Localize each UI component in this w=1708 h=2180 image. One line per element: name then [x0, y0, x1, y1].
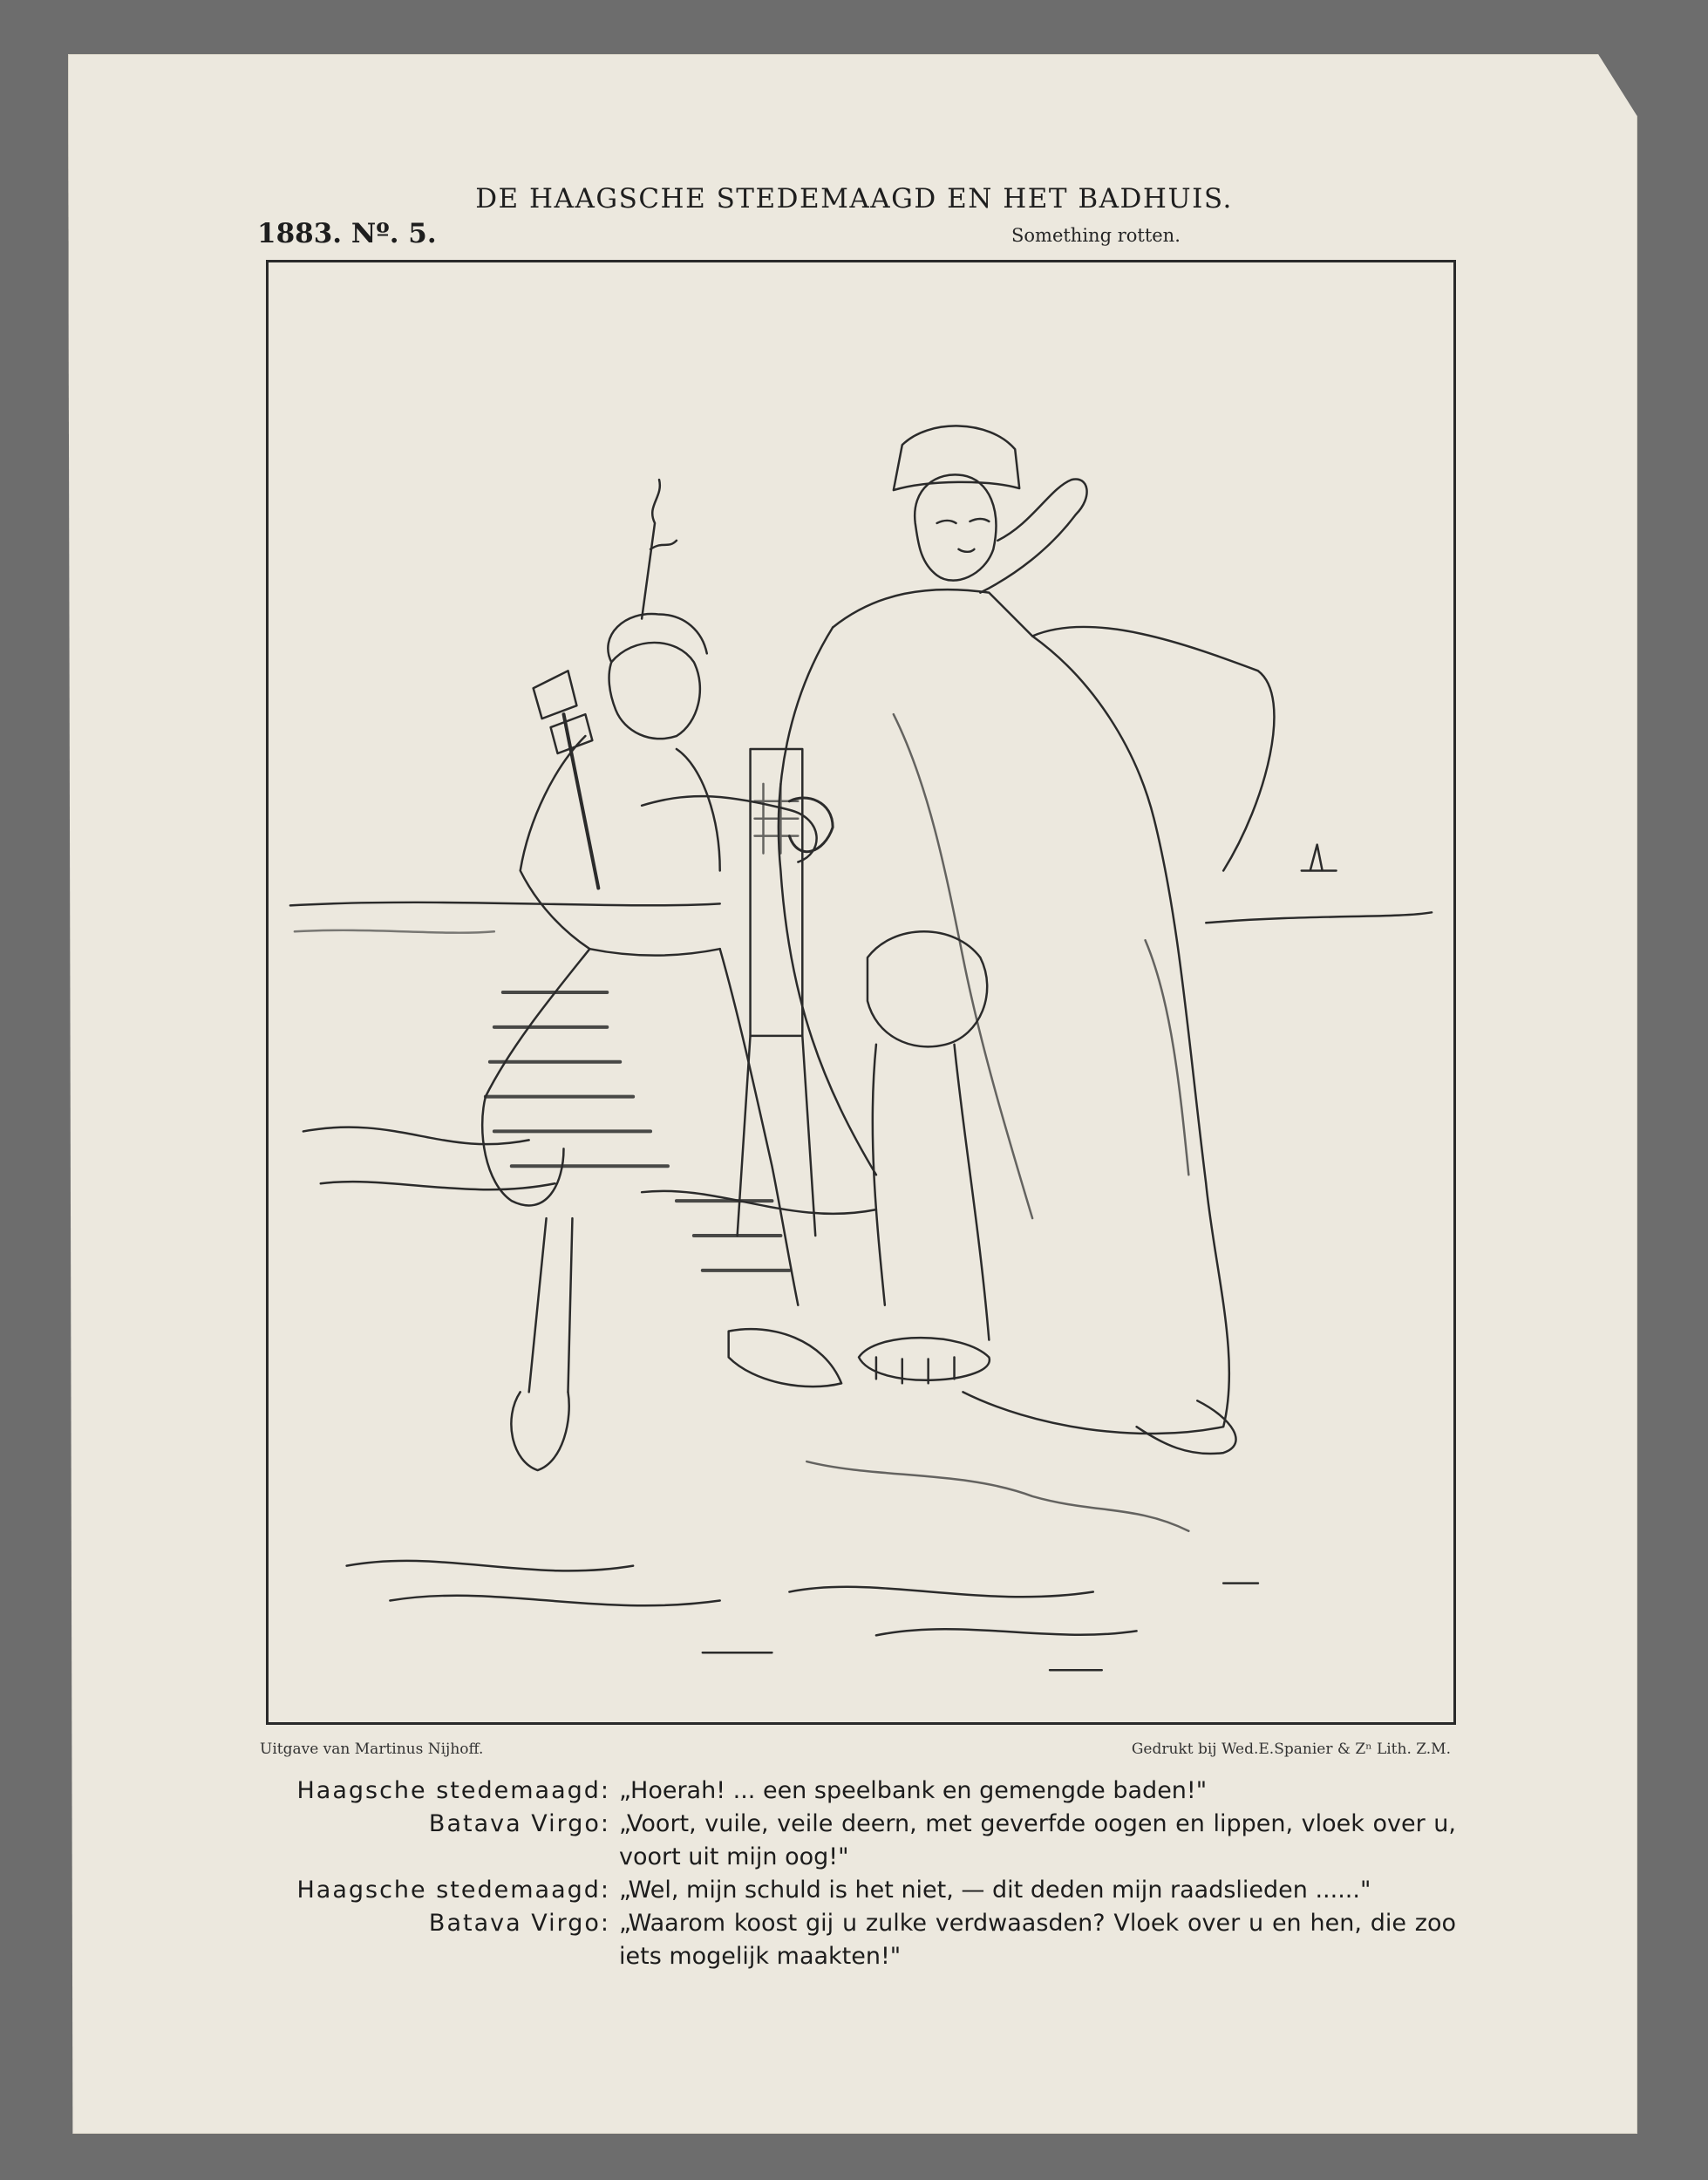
chair-back	[751, 749, 803, 1036]
caricature-illustration	[269, 262, 1453, 1722]
issue-number: 1883. Nº. 5.	[257, 218, 437, 249]
dialogue-text: „Voort, vuile, veile deern, met geverfde oogen en lippen, vloek over u, voort uit mijn oog!"	[619, 1810, 1456, 1870]
illustration-frame	[266, 260, 1456, 1725]
publisher-imprint: Uitgave van Martinus Nijhoff.	[260, 1741, 484, 1758]
dialogue-caption	[248, 1775, 1456, 1973]
dialogue-speaker: Batava Virgo:	[428, 1910, 610, 1937]
dialogue-line	[248, 1775, 1456, 1808]
page-subtitle: Something rotten.	[1011, 225, 1181, 246]
page-title: DE HAAGSCHE STEDEMAAGD EN HET BADHUIS.	[475, 183, 1233, 215]
dialogue-text: „Waarom koost gij u zulke verdwaasden? Vloek over u en hen, die zoo iets mogelijk maakten!"	[619, 1910, 1456, 1970]
printer-imprint: Gedrukt bij Wed.E.Spanier & Zⁿ Lith. Z.M.	[1131, 1741, 1451, 1758]
dialogue-speaker: Haagsche stedemaagd:	[296, 1777, 610, 1804]
dialogue-speaker: Haagsche stedemaagd:	[296, 1877, 610, 1904]
dialogue-speaker: Batava Virgo:	[428, 1810, 610, 1837]
dialogue-text: „Wel, mijn schuld is het niet, — dit deden mijn raadslieden ......"	[619, 1877, 1371, 1904]
dialogue-line	[248, 1874, 1456, 1907]
dialogue-text: „Hoerah! ... een speelbank en gemengde baden!"	[619, 1777, 1208, 1804]
dialogue-line	[248, 1907, 1456, 1973]
dialogue-line	[248, 1808, 1456, 1874]
